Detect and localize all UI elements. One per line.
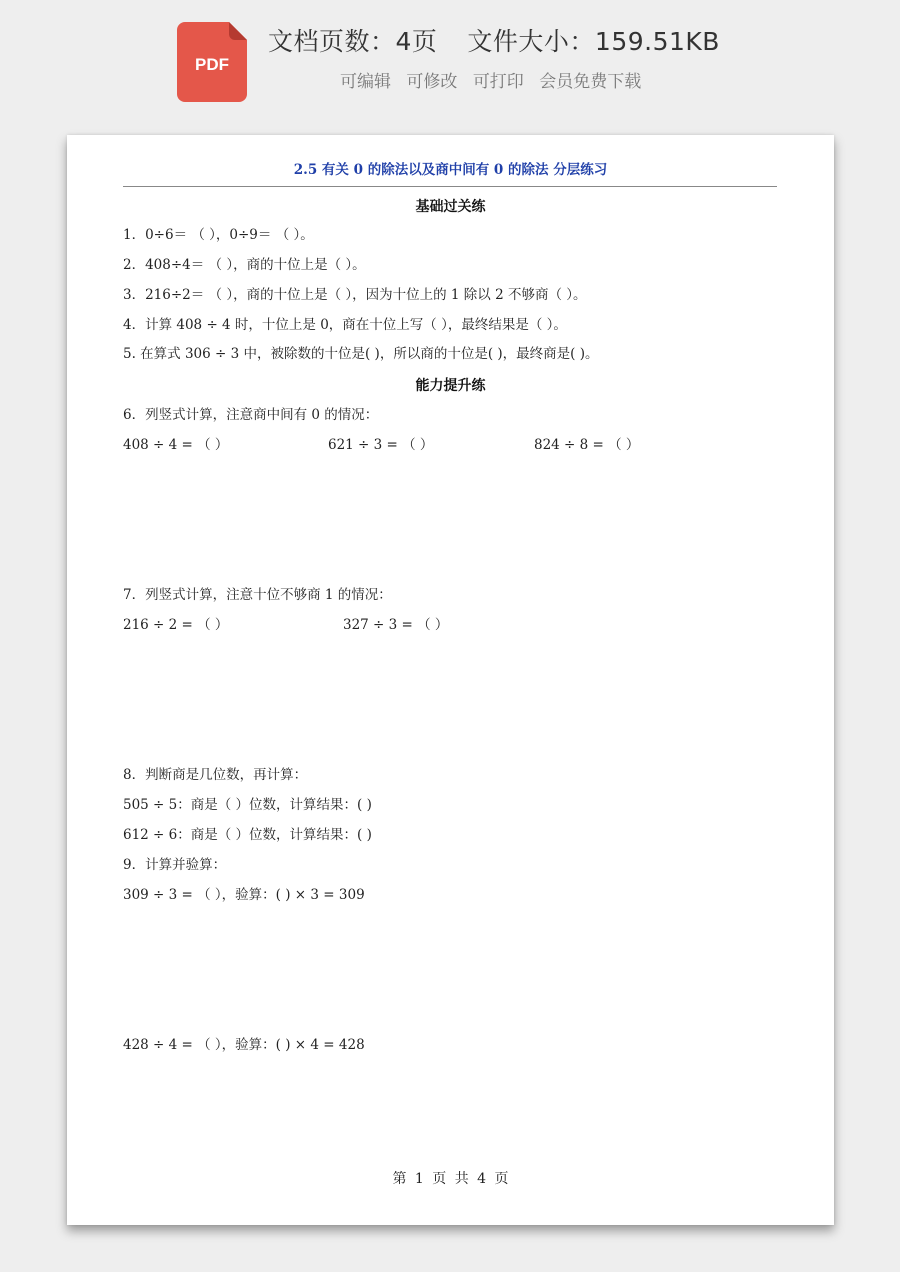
q8-item-2: 612 ÷ 6：商是（ ）位数，计算结果：( ) [123,827,372,843]
pdf-badge-text: PDF [195,55,229,74]
question-1: 1．0÷6＝ （ ），0÷9＝ （ ）。 [123,227,314,243]
feature-editable: 可编辑 [340,72,391,92]
question-3: 3．216÷2＝ （ ），商的十位上是（ ），因为十位上的 1 除以 2 不够商（ ）。 [123,287,587,303]
q9-item-2: 428 ÷ 4 = （ ），验算：( ) × 4 = 428 [123,1037,365,1053]
file-header [0,0,900,120]
feature-printable: 可打印 [472,72,524,92]
pdf-file-icon [177,22,247,102]
q6-item-2: 621 ÷ 3 = （ ） [328,437,434,453]
feature-free-download: 会员免费下载 [539,72,642,92]
title-divider [123,186,777,187]
q6-item-3: 824 ÷ 8 = （ ） [534,437,640,453]
document-page[interactable] [67,135,834,1225]
section-advanced-heading: 能力提升练 [415,378,486,394]
q7-item-2: 327 ÷ 3 = （ ） [343,617,449,633]
question-2: 2．408÷4＝ （ ），商的十位上是（ ）。 [123,257,366,273]
question-9: 9．计算并验算： [123,857,227,873]
q6-item-1: 408 ÷ 4 = （ ） [123,437,229,453]
file-info [268,22,720,58]
q8-item-1: 505 ÷ 5：商是（ ）位数，计算结果：( ) [123,797,372,813]
page-count: 文档页数：4页 [268,27,438,56]
file-size: 文件大小：159.51KB [467,27,720,56]
q7-item-1: 216 ÷ 2 = （ ） [123,617,229,633]
page-number: 第 1 页 共 4 页 [392,1171,509,1187]
section-basic-heading: 基础过关练 [415,199,486,215]
q9-item-1: 309 ÷ 3 = （ ），验算：( ) × 3 = 309 [123,887,365,903]
question-7: 7．列竖式计算，注意十位不够商 1 的情况： [123,587,392,603]
question-4: 4．计算 408 ÷ 4 时，十位上是 0，商在十位上写（ ），最终结果是（ ）。 [123,317,567,333]
question-8: 8．判断商是几位数，再计算： [123,767,308,783]
document-title: 2.5 有关 0 的除法以及商中间有 0 的除法 分层练习 [293,162,608,178]
feature-list [340,67,651,92]
feature-modifiable: 可修改 [406,72,458,92]
question-6: 6．列竖式计算，注意商中间有 0 的情况： [123,407,379,423]
question-5: 5. 在算式 306 ÷ 3 中，被除数的十位是( )，所以商的十位是( )，最终商是( )。 [123,346,599,362]
